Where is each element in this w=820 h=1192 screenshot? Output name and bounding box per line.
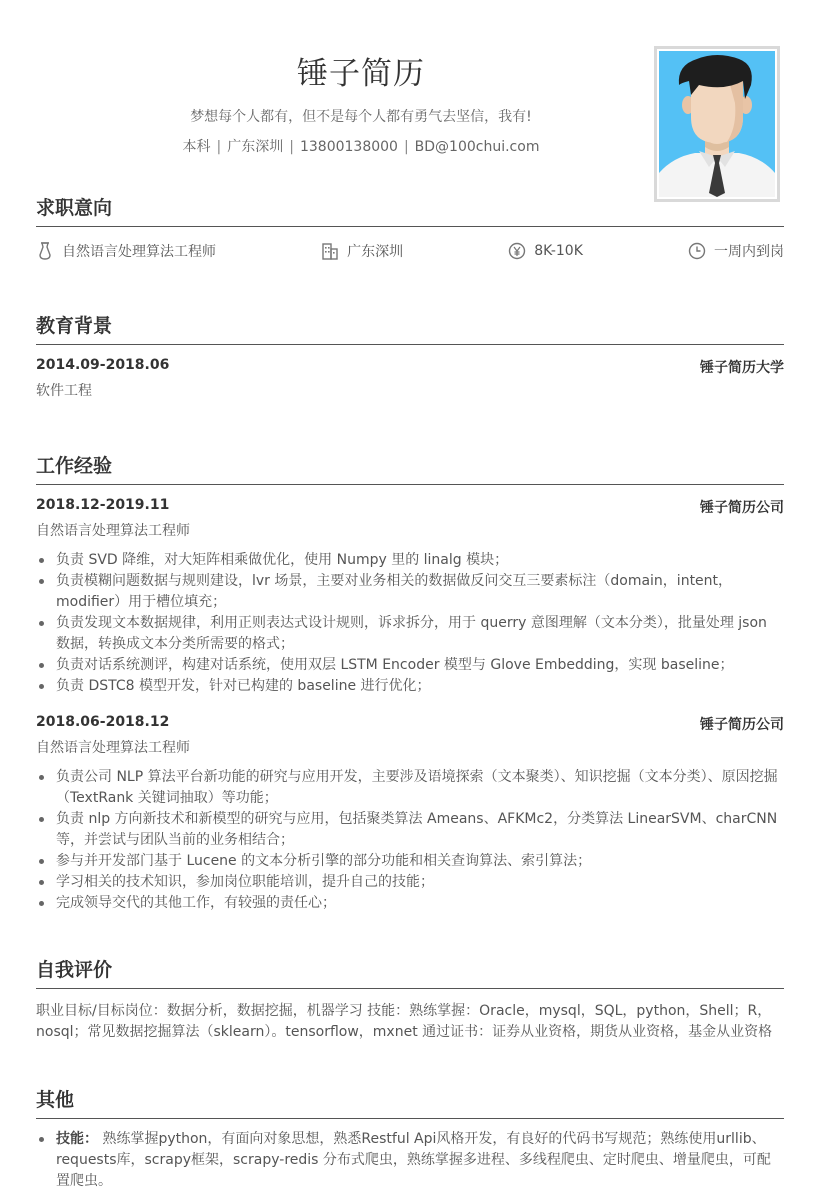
intent-city (321, 241, 403, 261)
intent-city-text: 广东深圳 (347, 244, 404, 260)
list-item: 负责发现文本数据规律，利用正则表达式设计规则，诉求拆分，用于 querry 意图理解（文本分类），批量处理 json 数据，转换成文本分类所需要的格式； (36, 613, 784, 655)
intent-availability-text: 一周内到岗 (714, 244, 784, 260)
location: 广东深圳 (227, 139, 284, 155)
education-major: 软件工程 (36, 383, 92, 399)
intent-position (36, 241, 216, 261)
intent-availability (688, 241, 784, 261)
section-other (36, 1086, 784, 1192)
avatar-illustration (659, 51, 775, 197)
separator: | (403, 139, 409, 155)
degree: 本科 (182, 139, 211, 155)
section-title: 教育背景 (36, 315, 113, 337)
separator: | (289, 139, 294, 155)
section-divider (36, 988, 784, 989)
job-date: 2018.12-2019.11 (36, 497, 170, 513)
job-date: 2018.06-2018.12 (36, 714, 170, 730)
skill-label: 技能： (56, 1131, 98, 1147)
list-item: 负责公司 NLP 算法平台新功能的研究与应用开发，主要涉及语境探索（文本聚类）、知识挖掘（文本分类）、原因挖掘（TextRank 关键词抽取）等功能； (36, 767, 784, 809)
education-row (36, 357, 784, 377)
other-list (36, 1129, 784, 1192)
list-item: 参与并开发部门基于 Lucene 的文本分析引擎的部分功能和相关查询算法、索引算法； (36, 851, 784, 872)
phone: 13800138000 (299, 139, 398, 155)
list-item: 负责 DSTC8 模型开发，针对已构建的 baseline 进行优化； (36, 676, 784, 697)
list-item: 学习相关的技术知识，参加岗位职能培训，提升自己的技能； (36, 872, 784, 893)
job-company: 锤子简历公司 (700, 500, 784, 516)
building-icon (321, 241, 339, 261)
intent-salary (508, 242, 583, 260)
education-date: 2014.09-2018.06 (36, 357, 170, 373)
section-self-evaluation (36, 956, 784, 1043)
job-entry (36, 497, 784, 697)
intent-row (36, 241, 784, 261)
section-title: 其他 (36, 1089, 75, 1111)
section-education (36, 312, 784, 400)
separator: | (216, 139, 222, 155)
list-item: 负责 nlp 方向新技术和新模型的研究与应用，包括聚类算法 Ameans、AFKMc2，分类算法 LinearSVM、charCNN 等，并尝试与团队当前的业务相结合； (36, 809, 784, 851)
list-item: 负责 SVD 降维，对大矩阵相乘做优化，使用 Numpy 里的 linalg 模块； (36, 550, 784, 571)
section-divider (36, 344, 784, 345)
job-duties (36, 767, 784, 914)
section-divider (36, 226, 784, 227)
section-work (36, 452, 784, 914)
profile-photo (654, 46, 780, 202)
job-role: 自然语言处理算法工程师 (36, 740, 190, 756)
intent-position-text: 自然语言处理算法工程师 (62, 244, 216, 260)
section-divider (36, 484, 784, 485)
clock-icon (688, 242, 706, 260)
position-icon (36, 241, 54, 261)
section-title: 求职意向 (36, 197, 113, 219)
resume-name: 锤子简历 (297, 56, 425, 92)
job-role: 自然语言处理算法工程师 (36, 523, 190, 539)
self-evaluation-text: 职业目标/目标岗位：数据分析，数据挖掘，机器学习 技能：熟练掌握：Oracle，mysql，SQL，python，Shell；R，nosql；常见数据挖掘算法（sklearn）。tensorflow，mxnet 通过证书：证券从业资格，期货从业资格，基金从业资格 (36, 1003, 773, 1040)
intent-salary-text: 8K-10K (534, 243, 583, 259)
job-entry (36, 714, 784, 914)
resume-motto: 梦想每个人都有，但不是每个人都有勇气去坚信，我有! (190, 109, 532, 125)
contact-info (36, 136, 686, 156)
section-job-intent (36, 194, 784, 261)
email: BD@100chui.com (414, 139, 540, 155)
list-item: 完成领导交代的其他工作，有较强的责任心； (36, 893, 784, 914)
job-row (36, 714, 784, 734)
section-title: 自我评价 (36, 959, 113, 981)
list-item: 负责模糊问题数据与规则建设，lvr 场景，主要对业务相关的数据做反问交互三要素标注（domain，intent，modifier）用于槽位填充； (36, 571, 784, 613)
list-item: 负责对话系统测评，构建对话系统，使用双层 LSTM Encoder 模型与 Glove Embedding，实现 baseline； (36, 655, 784, 676)
job-company: 锤子简历公司 (700, 717, 784, 733)
section-divider (36, 1118, 784, 1119)
yen-icon (508, 242, 526, 260)
skill-text: 熟练掌握python，有面向对象思想，熟悉Restful Api风格开发，有良好的代码书写规范；熟练使用urllib、requests库，scrapy框架，scrapy-redis 分布式爬虫，熟练掌握多进程、多线程爬虫、定时爬虫、增量爬虫，可配置爬虫。 (56, 1131, 771, 1189)
education-school: 锤子简历大学 (700, 360, 784, 376)
section-title: 工作经验 (36, 455, 113, 477)
job-row (36, 497, 784, 517)
job-duties (36, 550, 784, 697)
list-item (36, 1129, 784, 1192)
